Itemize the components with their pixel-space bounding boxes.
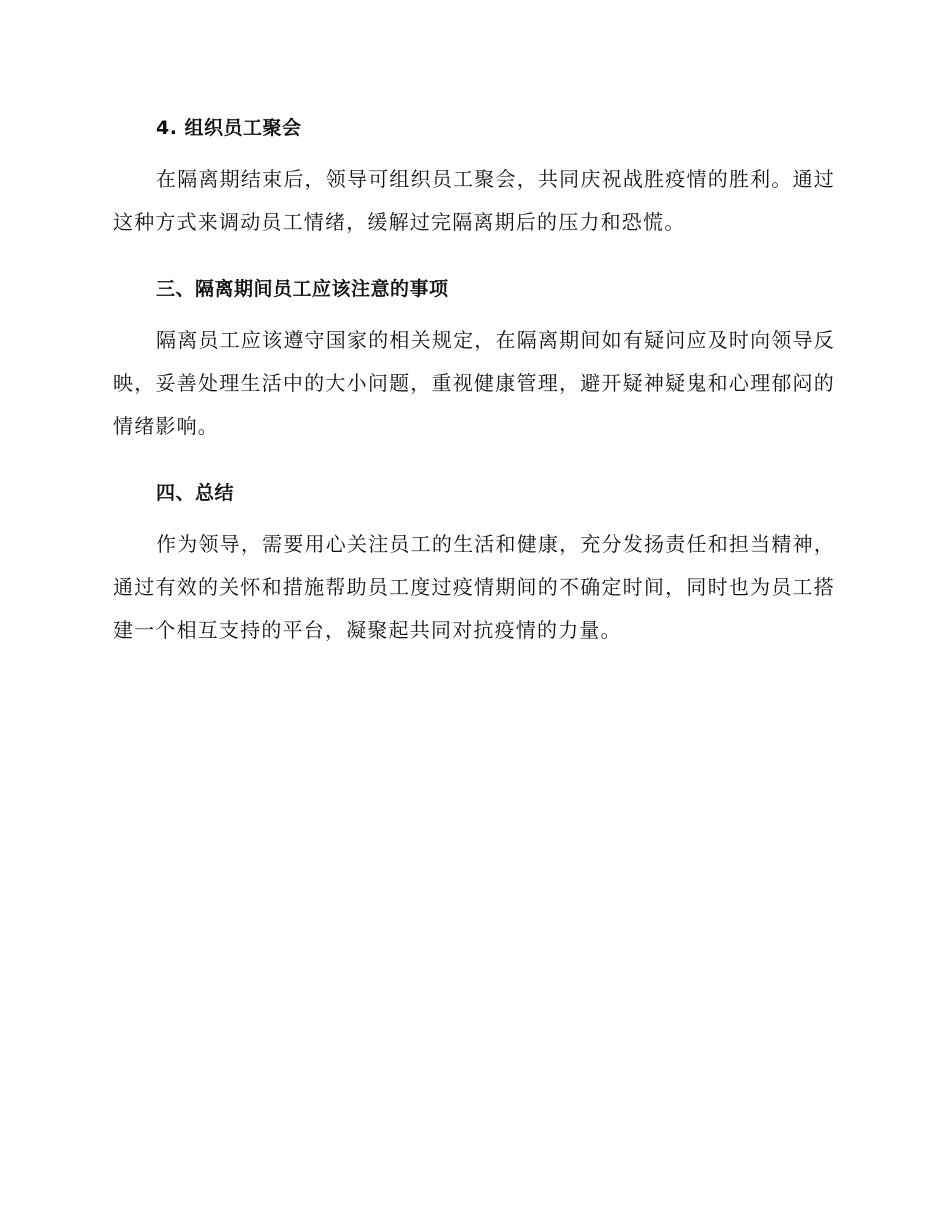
section-paragraph: 在隔离期结束后，领导可组织员工聚会，共同庆祝战胜疫情的胜利。通过这种方式来调动员工情绪，缓解过完隔离期后的压力和恐慌。 (113, 167, 835, 234)
section-paragraph: 作为领导，需要用心关注员工的生活和健康，充分发扬责任和担当精神，通过有效的关怀和措施帮助员工度过疫情期间的不确定时间，同时也为员工搭建一个相互支持的平台，凝聚起共同对抗疫情的力量。 (113, 532, 835, 642)
section-heading: 三、隔离期间员工应该注意的事项 (156, 278, 449, 300)
section-heading: 4. 组织员工聚会 (156, 117, 302, 139)
document-body (113, 106, 835, 675)
section-paragraph: 隔离员工应该遵守国家的相关规定，在隔离期间如有疑问应及时向领导反映，妥善处理生活中的大小问题，重视健康管理，避开疑神疑鬼和心理郁闷的情绪影响。 (113, 328, 835, 438)
section-heading: 四、总结 (156, 482, 235, 504)
